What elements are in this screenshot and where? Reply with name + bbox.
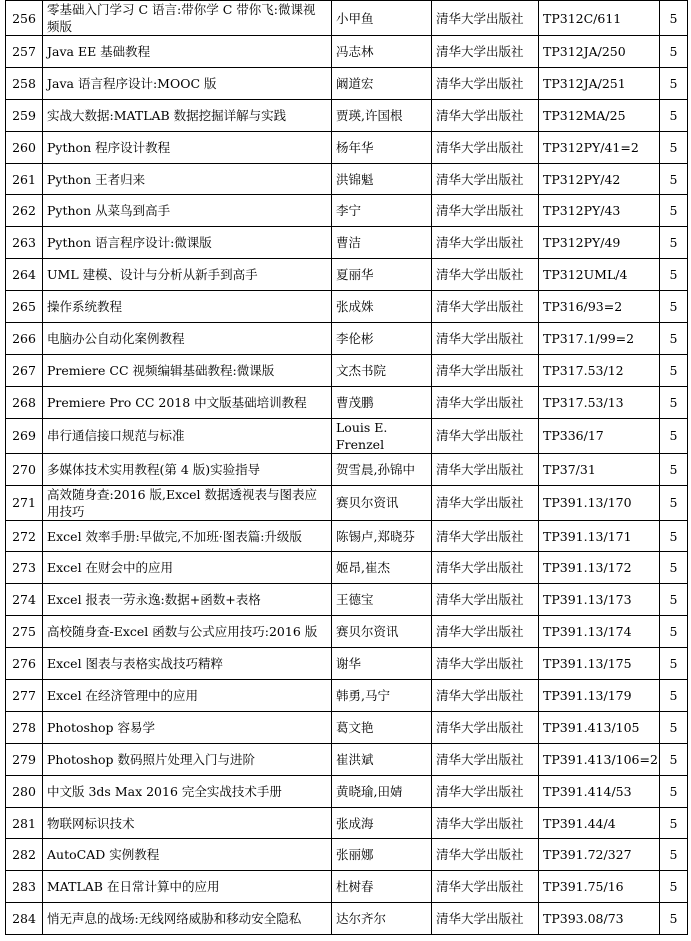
row-number: 271 [6, 485, 43, 520]
book-publisher: 清华大学出版社 [432, 871, 539, 903]
row-number: 262 [6, 195, 43, 227]
book-list-table [5, 0, 688, 935]
call-number: TP393.08/73 [539, 903, 660, 935]
row-number: 259 [6, 99, 43, 131]
book-author: 李伦彬 [332, 323, 432, 355]
row-number: 263 [6, 227, 43, 259]
book-publisher: 清华大学出版社 [432, 291, 539, 323]
book-author: 谢华 [332, 648, 432, 680]
table-row [6, 386, 688, 418]
book-title: MATLAB 在日常计算中的应用 [43, 871, 332, 903]
table-row [6, 354, 688, 386]
book-title: Python 王者归来 [43, 163, 332, 195]
call-number: TP391.13/175 [539, 648, 660, 680]
row-number: 279 [6, 743, 43, 775]
row-number: 275 [6, 616, 43, 648]
row-number: 256 [6, 1, 43, 36]
call-number: TP312PY/49 [539, 227, 660, 259]
book-author: 小甲鱼 [332, 1, 432, 36]
copy-count: 5 [660, 291, 688, 323]
book-author: 夏丽华 [332, 259, 432, 291]
book-publisher: 清华大学出版社 [432, 418, 539, 453]
book-author: 王德宝 [332, 584, 432, 616]
row-number: 274 [6, 584, 43, 616]
call-number: TP391.72/327 [539, 839, 660, 871]
row-number: 273 [6, 552, 43, 584]
book-publisher: 清华大学出版社 [432, 195, 539, 227]
call-number: TP312UML/4 [539, 259, 660, 291]
book-list-body [6, 1, 688, 935]
book-publisher: 清华大学出版社 [432, 453, 539, 485]
copy-count: 5 [660, 485, 688, 520]
copy-count: 5 [660, 195, 688, 227]
table-row [6, 323, 688, 355]
book-author: 曹茂鹏 [332, 386, 432, 418]
copy-count: 5 [660, 616, 688, 648]
call-number: TP317.1/99=2 [539, 323, 660, 355]
copy-count: 5 [660, 1, 688, 36]
call-number: TP336/17 [539, 418, 660, 453]
copy-count: 5 [660, 259, 688, 291]
table-row [6, 775, 688, 807]
row-number: 258 [6, 67, 43, 99]
call-number: TP391.13/174 [539, 616, 660, 648]
copy-count: 5 [660, 323, 688, 355]
book-publisher: 清华大学出版社 [432, 485, 539, 520]
book-title: Photoshop 数码照片处理入门与进阶 [43, 743, 332, 775]
copy-count: 5 [660, 807, 688, 839]
copy-count: 5 [660, 839, 688, 871]
row-number: 284 [6, 903, 43, 935]
call-number: TP391.44/4 [539, 807, 660, 839]
book-publisher: 清华大学出版社 [432, 520, 539, 552]
row-number: 283 [6, 871, 43, 903]
copy-count: 5 [660, 552, 688, 584]
table-row [6, 453, 688, 485]
book-title: 零基础入门学习 C 语言:带你学 C 带你飞:微课视频版 [43, 1, 332, 36]
book-title: 操作系统教程 [43, 291, 332, 323]
book-title: Python 语言程序设计:微课版 [43, 227, 332, 259]
book-author: 张成姝 [332, 291, 432, 323]
table-row [6, 807, 688, 839]
book-author: 赛贝尔资讯 [332, 616, 432, 648]
book-title: Excel 效率手册:早做完,不加班·图表篇:升级版 [43, 520, 332, 552]
book-author: 杨年华 [332, 131, 432, 163]
table-row [6, 227, 688, 259]
row-number: 261 [6, 163, 43, 195]
table-row [6, 418, 688, 453]
call-number: TP391.414/53 [539, 775, 660, 807]
book-title: Premiere Pro CC 2018 中文版基础培训教程 [43, 386, 332, 418]
copy-count: 5 [660, 584, 688, 616]
book-publisher: 清华大学出版社 [432, 552, 539, 584]
table-row [6, 520, 688, 552]
copy-count: 5 [660, 648, 688, 680]
book-title: Excel 在经济管理中的应用 [43, 680, 332, 712]
call-number: TP391.13/170 [539, 485, 660, 520]
call-number: TP312MA/25 [539, 99, 660, 131]
copy-count: 5 [660, 131, 688, 163]
row-number: 276 [6, 648, 43, 680]
book-publisher: 清华大学出版社 [432, 99, 539, 131]
copy-count: 5 [660, 36, 688, 68]
table-row [6, 131, 688, 163]
book-publisher: 清华大学出版社 [432, 680, 539, 712]
book-title: Java EE 基础教程 [43, 36, 332, 68]
call-number: TP312PY/42 [539, 163, 660, 195]
copy-count: 5 [660, 67, 688, 99]
copy-count: 5 [660, 163, 688, 195]
book-title: Excel 在财会中的应用 [43, 552, 332, 584]
book-author: 姬昂,崔杰 [332, 552, 432, 584]
book-author: 韩勇,马宁 [332, 680, 432, 712]
call-number: TP312JA/251 [539, 67, 660, 99]
copy-count: 5 [660, 743, 688, 775]
book-publisher: 清华大学出版社 [432, 131, 539, 163]
book-title: AutoCAD 实例教程 [43, 839, 332, 871]
copy-count: 5 [660, 99, 688, 131]
row-number: 257 [6, 36, 43, 68]
table-row [6, 839, 688, 871]
call-number: TP312PY/41=2 [539, 131, 660, 163]
book-title: UML 建模、设计与分析从新手到高手 [43, 259, 332, 291]
row-number: 264 [6, 259, 43, 291]
copy-count: 5 [660, 680, 688, 712]
book-title: 多媒体技术实用教程(第 4 版)实验指导 [43, 453, 332, 485]
copy-count: 5 [660, 775, 688, 807]
book-publisher: 清华大学出版社 [432, 259, 539, 291]
book-title: 实战大数据:MATLAB 数据挖掘详解与实践 [43, 99, 332, 131]
book-author: 阚道宏 [332, 67, 432, 99]
book-author: 冯志林 [332, 36, 432, 68]
copy-count: 5 [660, 520, 688, 552]
copy-count: 5 [660, 871, 688, 903]
call-number: TP391.413/106=2 [539, 743, 660, 775]
table-row [6, 903, 688, 935]
book-title: 物联网标识技术 [43, 807, 332, 839]
table-row [6, 680, 688, 712]
book-title: 高校随身查-Excel 函数与公式应用技巧:2016 版 [43, 616, 332, 648]
book-title: Excel 报表一劳永逸:数据+函数+表格 [43, 584, 332, 616]
call-number: TP316/93=2 [539, 291, 660, 323]
call-number: TP37/31 [539, 453, 660, 485]
book-title: Photoshop 容易学 [43, 711, 332, 743]
book-title: 中文版 3ds Max 2016 完全实战技术手册 [43, 775, 332, 807]
table-row [6, 291, 688, 323]
copy-count: 5 [660, 418, 688, 453]
row-number: 281 [6, 807, 43, 839]
book-title: 高效随身查:2016 版,Excel 数据透视表与图表应用技巧 [43, 485, 332, 520]
book-title: Python 从菜鸟到高手 [43, 195, 332, 227]
book-publisher: 清华大学出版社 [432, 1, 539, 36]
copy-count: 5 [660, 903, 688, 935]
call-number: TP317.53/12 [539, 354, 660, 386]
row-number: 265 [6, 291, 43, 323]
book-publisher: 清华大学出版社 [432, 354, 539, 386]
call-number: TP312PY/43 [539, 195, 660, 227]
book-author: 贾瑛,许国根 [332, 99, 432, 131]
row-number: 266 [6, 323, 43, 355]
row-number: 267 [6, 354, 43, 386]
row-number: 280 [6, 775, 43, 807]
row-number: 282 [6, 839, 43, 871]
book-publisher: 清华大学出版社 [432, 775, 539, 807]
table-row [6, 163, 688, 195]
table-row [6, 871, 688, 903]
table-row [6, 195, 688, 227]
call-number: TP317.53/13 [539, 386, 660, 418]
row-number: 260 [6, 131, 43, 163]
table-row [6, 711, 688, 743]
table-row [6, 485, 688, 520]
book-publisher: 清华大学出版社 [432, 163, 539, 195]
book-publisher: 清华大学出版社 [432, 227, 539, 259]
row-number: 272 [6, 520, 43, 552]
call-number: TP312C/611 [539, 1, 660, 36]
book-publisher: 清华大学出版社 [432, 807, 539, 839]
table-row [6, 1, 688, 36]
table-row [6, 67, 688, 99]
book-author: 陈锡卢,郑晓芬 [332, 520, 432, 552]
call-number: TP312JA/250 [539, 36, 660, 68]
book-publisher: 清华大学出版社 [432, 711, 539, 743]
table-row [6, 584, 688, 616]
book-publisher: 清华大学出版社 [432, 616, 539, 648]
call-number: TP391.13/171 [539, 520, 660, 552]
book-author: 崔洪斌 [332, 743, 432, 775]
call-number: TP391.13/179 [539, 680, 660, 712]
book-publisher: 清华大学出版社 [432, 67, 539, 99]
book-author: 李宁 [332, 195, 432, 227]
copy-count: 5 [660, 386, 688, 418]
book-publisher: 清华大学出版社 [432, 36, 539, 68]
copy-count: 5 [660, 711, 688, 743]
book-title: Premiere CC 视频编辑基础教程:微课版 [43, 354, 332, 386]
row-number: 269 [6, 418, 43, 453]
book-author: 文杰书院 [332, 354, 432, 386]
book-publisher: 清华大学出版社 [432, 386, 539, 418]
table-row [6, 36, 688, 68]
table-row [6, 99, 688, 131]
book-author: 张丽娜 [332, 839, 432, 871]
book-publisher: 清华大学出版社 [432, 743, 539, 775]
book-title: Python 程序设计教程 [43, 131, 332, 163]
book-author: 洪锦魁 [332, 163, 432, 195]
call-number: TP391.75/16 [539, 871, 660, 903]
book-title: Excel 图表与表格实战技巧精粹 [43, 648, 332, 680]
call-number: TP391.13/172 [539, 552, 660, 584]
call-number: TP391.13/173 [539, 584, 660, 616]
table-row [6, 259, 688, 291]
call-number: TP391.413/105 [539, 711, 660, 743]
book-author: 达尔齐尔 [332, 903, 432, 935]
book-title: 悄无声息的战场:无线网络威胁和移动安全隐私 [43, 903, 332, 935]
book-author: Louis E. Frenzel [332, 418, 432, 453]
row-number: 268 [6, 386, 43, 418]
book-author: 贺雪晨,孙锦中 [332, 453, 432, 485]
copy-count: 5 [660, 453, 688, 485]
book-title: Java 语言程序设计:MOOC 版 [43, 67, 332, 99]
book-publisher: 清华大学出版社 [432, 903, 539, 935]
book-title: 串行通信接口规范与标准 [43, 418, 332, 453]
book-publisher: 清华大学出版社 [432, 584, 539, 616]
book-publisher: 清华大学出版社 [432, 648, 539, 680]
table-row [6, 552, 688, 584]
book-author: 杜树春 [332, 871, 432, 903]
book-author: 赛贝尔资讯 [332, 485, 432, 520]
copy-count: 5 [660, 227, 688, 259]
book-author: 黄晓瑜,田婧 [332, 775, 432, 807]
table-row [6, 743, 688, 775]
row-number: 270 [6, 453, 43, 485]
book-author: 曹洁 [332, 227, 432, 259]
book-publisher: 清华大学出版社 [432, 839, 539, 871]
table-row [6, 616, 688, 648]
row-number: 278 [6, 711, 43, 743]
copy-count: 5 [660, 354, 688, 386]
book-title: 电脑办公自动化案例教程 [43, 323, 332, 355]
table-row [6, 648, 688, 680]
book-author: 葛文艳 [332, 711, 432, 743]
book-publisher: 清华大学出版社 [432, 323, 539, 355]
book-author: 张成海 [332, 807, 432, 839]
row-number: 277 [6, 680, 43, 712]
